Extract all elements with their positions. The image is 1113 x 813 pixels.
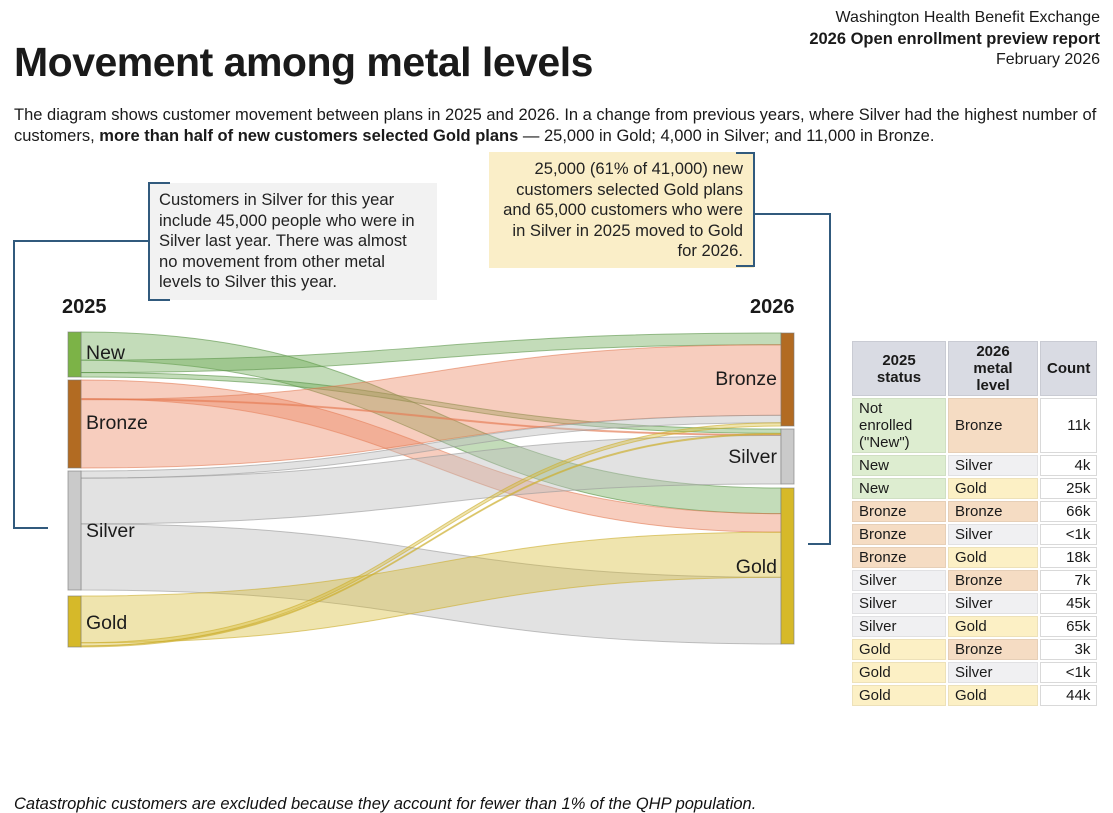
cell-count: 65k (1040, 616, 1097, 637)
cell-2025-status: New (852, 478, 946, 499)
movement-table-wrap (850, 339, 1099, 708)
node-2025-silver (68, 471, 81, 590)
table-row (852, 616, 1097, 637)
node-label-2026-bronze: Bronze (715, 368, 777, 390)
flow-new-gold (81, 332, 781, 514)
silver-callout: Customers in Silver for this year include 45,000 people who were in Silver last year. There was almost no movement from other metal levels to Silver this year. (150, 183, 437, 300)
table-row (852, 478, 1097, 499)
cell-2025-status: Not enrolled ("New") (852, 398, 946, 453)
node-2025-gold (68, 596, 81, 647)
cell-count: 44k (1040, 685, 1097, 706)
node-2025-new (68, 332, 81, 377)
node-label-2025-gold: Gold (86, 612, 128, 634)
cell-count: <1k (1040, 662, 1097, 683)
table-row (852, 570, 1097, 591)
table-row (852, 398, 1097, 453)
node-2026-silver (781, 429, 794, 484)
cell-2025-status: Gold (852, 685, 946, 706)
cell-2026-metal-level: Silver (948, 455, 1038, 476)
node-label-2025-new: New (86, 342, 126, 364)
cell-2026-metal-level: Gold (948, 616, 1038, 637)
table-row (852, 455, 1097, 476)
cell-count: 4k (1040, 455, 1097, 476)
flow-silver-gold (81, 524, 781, 644)
intro-text-pre: The diagram shows customer movement between plans in 2025 and 2026. In a change from previous years, where Silver had the highest number of customers, (14, 105, 1097, 146)
table-row (852, 593, 1097, 614)
intro-text-post: — 25,000 in Gold; 4,000 in Silver; and 11,000 in Bronze. (518, 127, 935, 146)
node-2025-bronze (68, 380, 81, 468)
table-row (852, 524, 1097, 545)
flow-new-bronze (81, 333, 781, 373)
cell-2026-metal-level: Bronze (948, 398, 1038, 453)
node-2026-bronze (781, 333, 794, 426)
cell-count: 3k (1040, 639, 1097, 660)
cell-count: 25k (1040, 478, 1097, 499)
report-date: February 2026 (995, 51, 1100, 69)
cell-2026-metal-level: Bronze (948, 639, 1038, 660)
flow-gold-gold (81, 532, 781, 643)
cell-2026-metal-level: Bronze (948, 501, 1038, 522)
silver-callout-connector (14, 241, 149, 528)
cell-2025-status: Silver (852, 616, 946, 637)
cell-2025-status: Bronze (852, 524, 946, 545)
node-label-2026-silver: Silver (728, 446, 777, 468)
cell-2026-metal-level: Bronze (948, 570, 1038, 591)
flow-bronze-silver (81, 399, 781, 436)
cell-2026-metal-level: Gold (948, 547, 1038, 568)
node-label-2026-gold: Gold (735, 556, 777, 578)
cell-2025-status: Bronze (852, 501, 946, 522)
cell-2025-status: Silver (852, 593, 946, 614)
cell-count: 45k (1040, 593, 1097, 614)
table-row (852, 662, 1097, 683)
cell-2025-status: New (852, 455, 946, 476)
cell-count: 18k (1040, 547, 1097, 568)
node-2026-gold (781, 488, 794, 644)
cell-2026-metal-level: Silver (948, 662, 1038, 683)
table-row (852, 685, 1097, 706)
footnote: Catastrophic customers are excluded because they account for fewer than 1% of the QHP population. (14, 794, 757, 813)
gold-callout: 25,000 (61% of 41,000) new customers selected Gold plans and 65,000 customers who were in Silver in 2025 moved to Gold for 2026. (489, 152, 754, 268)
cell-2025-status: Gold (852, 662, 946, 683)
movement-table (850, 339, 1099, 708)
cell-2026-metal-level: Silver (948, 524, 1038, 545)
cell-count: 66k (1040, 501, 1097, 522)
page-title: Movement among metal levels (14, 39, 593, 86)
intro-text-bold: more than half of new customers selected Gold plans (99, 127, 519, 146)
cell-2025-status: Gold (852, 639, 946, 660)
cell-2025-status: Bronze (852, 547, 946, 568)
node-label-2025-bronze: Bronze (86, 412, 148, 434)
cell-2026-metal-level: Gold (948, 478, 1038, 499)
year-label-2026: 2026 (750, 296, 795, 318)
table-row (852, 501, 1097, 522)
cell-2026-metal-level: Gold (948, 685, 1038, 706)
intro-paragraph (14, 105, 1102, 149)
year-label-2025: 2025 (62, 296, 107, 318)
org-name: Washington Health Benefit Exchange (835, 9, 1100, 26)
node-label-2025-silver: Silver (86, 520, 135, 542)
cell-count: 11k (1040, 398, 1097, 453)
table-row (852, 639, 1097, 660)
table-row (852, 547, 1097, 568)
table-header-3: Count (1040, 341, 1097, 396)
report-name: 2026 Open enrollment preview report (809, 29, 1100, 48)
table-header-2: 2026 metal level (948, 341, 1038, 396)
cell-2025-status: Silver (852, 570, 946, 591)
cell-count: <1k (1040, 524, 1097, 545)
cell-count: 7k (1040, 570, 1097, 591)
report-meta (809, 8, 1100, 71)
cell-2026-metal-level: Silver (948, 593, 1038, 614)
table-header-1: 2025 status (852, 341, 946, 396)
